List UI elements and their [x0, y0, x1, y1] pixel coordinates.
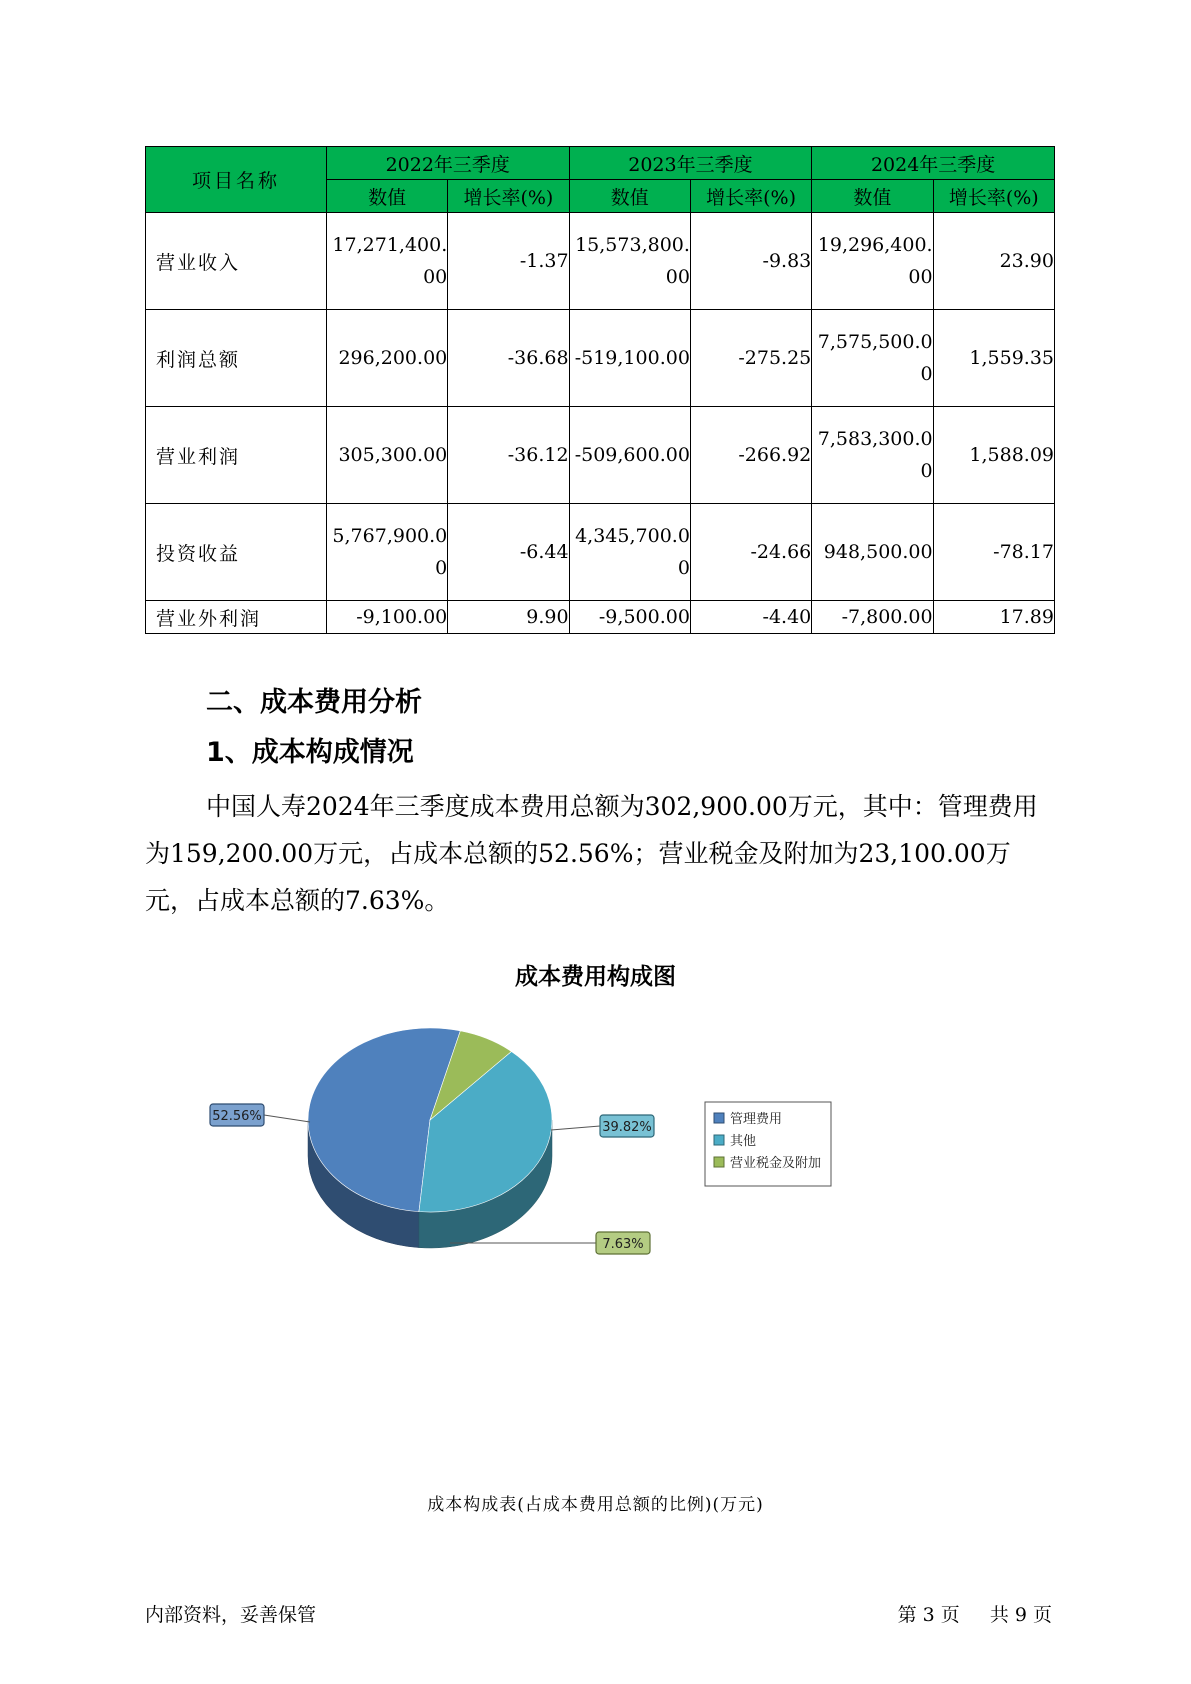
table-cell: -4.40 [690, 601, 811, 634]
legend-label: 其他 [730, 1134, 757, 1149]
table-cell: -9,100.00 [326, 601, 447, 634]
table-row [146, 310, 1055, 407]
header-year-2024: 2024年三季度 [812, 147, 1055, 180]
header-growth: 增长率(%) [448, 180, 569, 213]
table-cell: 7,575,500.00 [812, 310, 933, 407]
footer-confidential: 内部资料，妥善保管 [145, 1604, 317, 1626]
table-row [146, 601, 1055, 634]
table-cell: 17.89 [933, 601, 1054, 634]
table-cell: -36.68 [448, 310, 569, 407]
table-cell: 1,559.35 [933, 310, 1054, 407]
table-cell: -1.37 [448, 213, 569, 310]
header-item-name: 项目名称 [146, 147, 327, 213]
table-cell: -7,800.00 [812, 601, 933, 634]
table-cell: 15,573,800.00 [569, 213, 690, 310]
legend-swatch [714, 1113, 724, 1123]
table-cell: -78.17 [933, 504, 1054, 601]
table-cell: 4,345,700.00 [569, 504, 690, 601]
header-value: 数值 [326, 180, 447, 213]
table-cell: 7,583,300.00 [812, 407, 933, 504]
footer-page-number: 第 3 页 共 9 页 [897, 1604, 1052, 1626]
chart-title: 成本费用构成图 [515, 964, 676, 990]
leader-line [551, 1126, 600, 1130]
leader-line [264, 1115, 310, 1122]
header-year-2022: 2022年三季度 [326, 147, 569, 180]
header-year-2023: 2023年三季度 [569, 147, 812, 180]
legend-label: 营业税金及附加 [730, 1156, 822, 1171]
table-cell: 9.90 [448, 601, 569, 634]
table-cell: 19,296,400.00 [812, 213, 933, 310]
chart-caption: 成本构成表(占成本费用总额的比例)(万元) [427, 1495, 764, 1515]
data-label: 52.56% [212, 1109, 262, 1124]
table-cell: -6.44 [448, 504, 569, 601]
table-cell: -509,600.00 [569, 407, 690, 504]
row-label: 营业利润 [146, 407, 327, 504]
table-cell: 305,300.00 [326, 407, 447, 504]
legend-swatch [714, 1157, 724, 1167]
table-cell: -9,500.00 [569, 601, 690, 634]
pie-chart [0, 1010, 1191, 1310]
financial-table [145, 146, 1055, 634]
table-cell: 17,271,400.00 [326, 213, 447, 310]
table-row [146, 407, 1055, 504]
data-label: 39.82% [602, 1120, 652, 1135]
legend-label: 管理费用 [730, 1112, 783, 1127]
table-cell: -36.12 [448, 407, 569, 504]
data-label: 7.63% [602, 1237, 644, 1252]
table-cell: 1,588.09 [933, 407, 1054, 504]
body-paragraph: 中国人寿2024年三季度成本费用总额为302,900.00万元，其中：管理费用为159,200.00万元，占成本总额的52.56%；营业税金及附加为23,100.00万元，占成本总额的7.63%。 [145, 792, 1038, 915]
table-row [146, 213, 1055, 310]
legend-swatch [714, 1135, 724, 1145]
row-label: 营业外利润 [146, 601, 327, 634]
header-value: 数值 [569, 180, 690, 213]
table-cell: 23.90 [933, 213, 1054, 310]
header-growth: 增长率(%) [690, 180, 811, 213]
table-cell: 296,200.00 [326, 310, 447, 407]
subsection-title: 1、成本构成情况 [206, 737, 414, 768]
table-cell: 948,500.00 [812, 504, 933, 601]
header-growth: 增长率(%) [933, 180, 1054, 213]
table-cell: -519,100.00 [569, 310, 690, 407]
table-cell: -266.92 [690, 407, 811, 504]
table-row [146, 504, 1055, 601]
row-label: 投资收益 [146, 504, 327, 601]
table-cell: -24.66 [690, 504, 811, 601]
table-cell: 5,767,900.00 [326, 504, 447, 601]
header-value: 数值 [812, 180, 933, 213]
row-label: 利润总额 [146, 310, 327, 407]
row-label: 营业收入 [146, 213, 327, 310]
table-cell: -275.25 [690, 310, 811, 407]
section-title: 二、成本费用分析 [206, 687, 422, 718]
table-cell: -9.83 [690, 213, 811, 310]
